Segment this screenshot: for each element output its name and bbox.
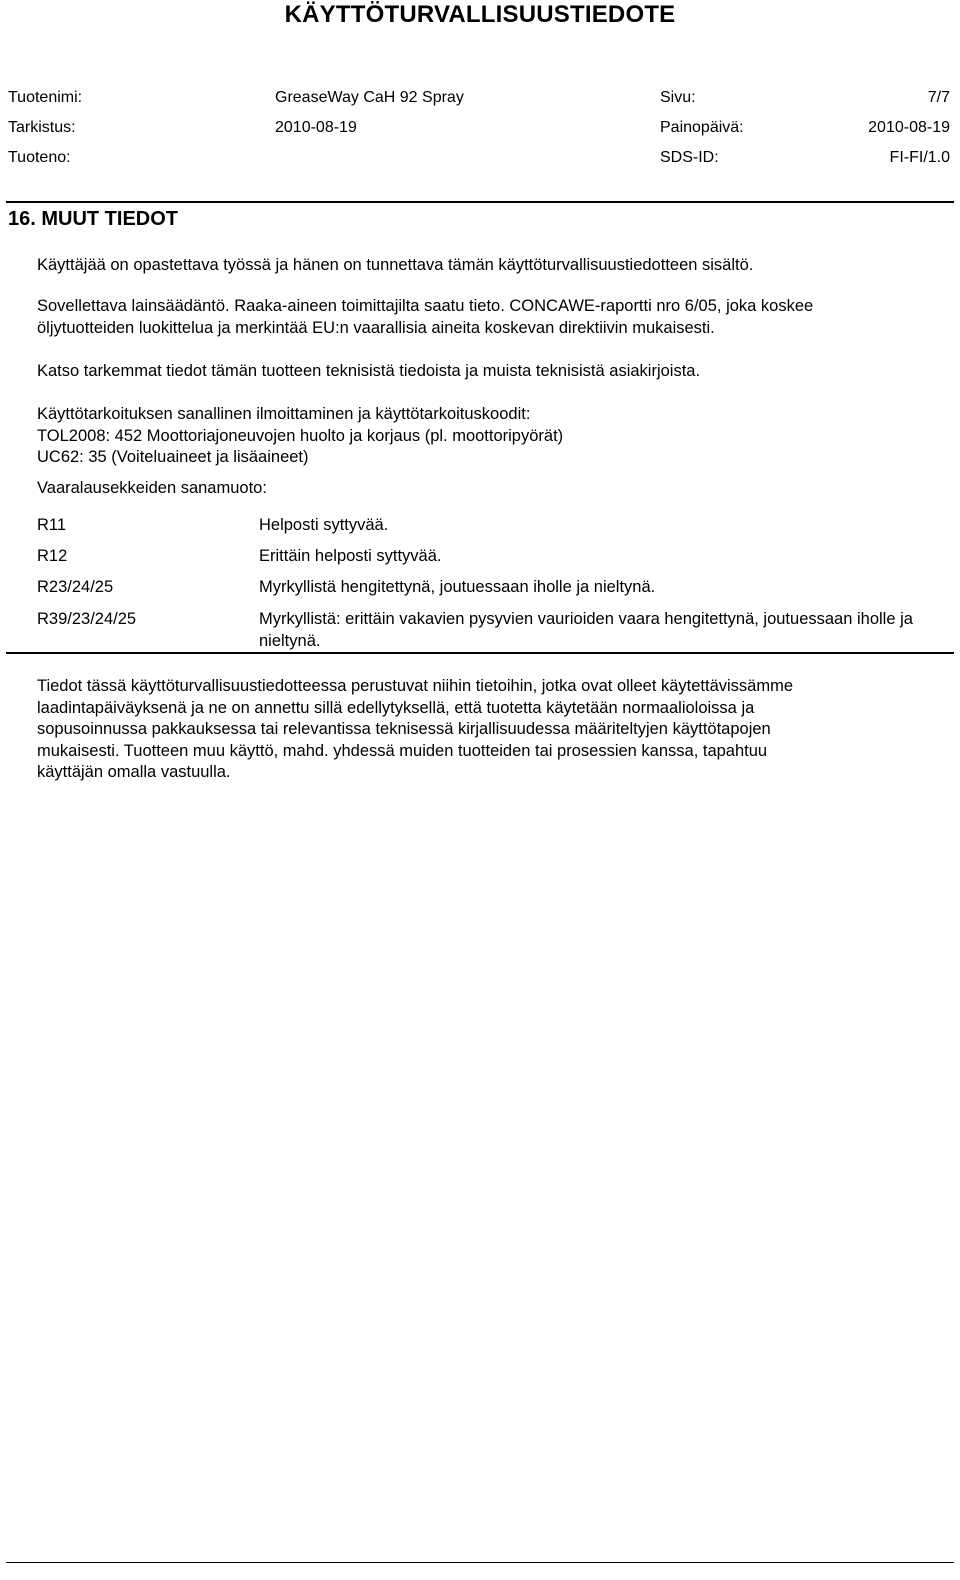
paragraph-line: Sovellettava lainsäädäntö. Raaka-aineen toimittajilta saatu tieto. CONCAWE-raportti nro 6/05, joka koskee bbox=[37, 297, 814, 315]
paragraph-legislation bbox=[37, 296, 947, 339]
disclaimer-line: laadintapäiväyksenä ja ne on annettu sillä edellytyksellä, että tuotetta käytetään normaalioloissa ja bbox=[37, 698, 755, 717]
r-phrase-text: Erittäin helposti syttyvää. bbox=[259, 547, 442, 565]
r-phrase-code: R39/23/24/25 bbox=[37, 610, 137, 628]
sds-id-value: FI-FI/1.0 bbox=[889, 149, 950, 166]
paragraph-line: Käyttäjää on opastettava työssä ja hänen on tunnettava tämän käyttöturvallisuustiedotteen sisältö. bbox=[37, 256, 754, 274]
r-phrase-text: Helposti syttyvää. bbox=[259, 516, 389, 534]
print-date-label: Painopäivä: bbox=[660, 119, 744, 136]
paragraph-use-codes bbox=[37, 404, 947, 469]
r-phrase-code: R23/24/25 bbox=[37, 578, 114, 596]
header-divider bbox=[6, 201, 954, 203]
r-phrase-code: R11 bbox=[37, 516, 67, 534]
disclaimer-line: mukaisesti. Tuotteen muu käyttö, mahd. yhdessä muiden tuotteiden tai prosessien kanssa, tapahtuu bbox=[37, 741, 768, 760]
paragraph-line: Vaaralausekkeiden sanamuoto: bbox=[37, 479, 267, 497]
sds-id-label: SDS-ID: bbox=[660, 149, 719, 166]
paragraph-technical-docs bbox=[37, 361, 947, 383]
paragraph-line: Käyttötarkoituksen sanallinen ilmoittaminen ja käyttötarkoituskoodit: bbox=[37, 405, 531, 423]
disclaimer-paragraph bbox=[37, 676, 947, 784]
revision-value: 2010-08-19 bbox=[275, 119, 357, 136]
disclaimer-line: Tiedot tässä käyttöturvallisuustiedotteessa perustuvat niihin tietoihin, jotka ovat olleet käytettävissämme bbox=[37, 677, 794, 695]
r-phrase-text: Myrkyllistä: erittäin vakavien pysyvien vaurioiden vaara hengitettynä, joutuessaan iholle ja nieltynä. bbox=[259, 610, 913, 650]
revision-label: Tarkistus: bbox=[8, 119, 76, 136]
page-label: Sivu: bbox=[660, 89, 696, 106]
product-name-value: GreaseWay CaH 92 Spray bbox=[275, 89, 464, 106]
paragraph-line: TOL2008: 452 Moottoriajoneuvojen huolto ja korjaus (pl. moottoripyörät) bbox=[37, 426, 564, 445]
section-heading: 16. MUUT TIEDOT bbox=[8, 208, 179, 230]
r-phrase-code: R12 bbox=[37, 547, 68, 565]
document-title: KÄYTTÖTURVALLISUUSTIEDOTE bbox=[284, 1, 676, 28]
section-divider bbox=[6, 652, 954, 654]
print-date-value: 2010-08-19 bbox=[868, 119, 950, 136]
paragraph-instruction bbox=[37, 255, 947, 277]
r-phrase-text: Myrkyllistä hengitettynä, joutuessaan iholle ja nieltynä. bbox=[259, 578, 656, 596]
paragraph-line: öljytuotteiden luokittelua ja merkintää EU:n vaarallisia aineita koskevan direktiivin mukaisesti. bbox=[37, 318, 715, 337]
disclaimer-line: sopusoinnussa pakkauksessa tai relevantissa teknisessä kirjallisuudessa määriteltyjen käyttötapojen bbox=[37, 720, 771, 738]
disclaimer-line: käyttäjän omalla vastuulla. bbox=[37, 763, 231, 781]
paragraph-line: Katso tarkemmat tiedot tämän tuotteen teknisistä tiedoista ja muista teknisistä asiakirjoista. bbox=[37, 362, 701, 380]
r-phrases-heading bbox=[37, 478, 947, 500]
product-name-label: Tuotenimi: bbox=[8, 89, 83, 106]
footer-divider bbox=[6, 1562, 954, 1563]
paragraph-line: UC62: 35 (Voiteluaineet ja lisäaineet) bbox=[37, 448, 309, 466]
product-no-label: Tuoteno: bbox=[8, 149, 71, 166]
page-value: 7/7 bbox=[927, 89, 950, 106]
